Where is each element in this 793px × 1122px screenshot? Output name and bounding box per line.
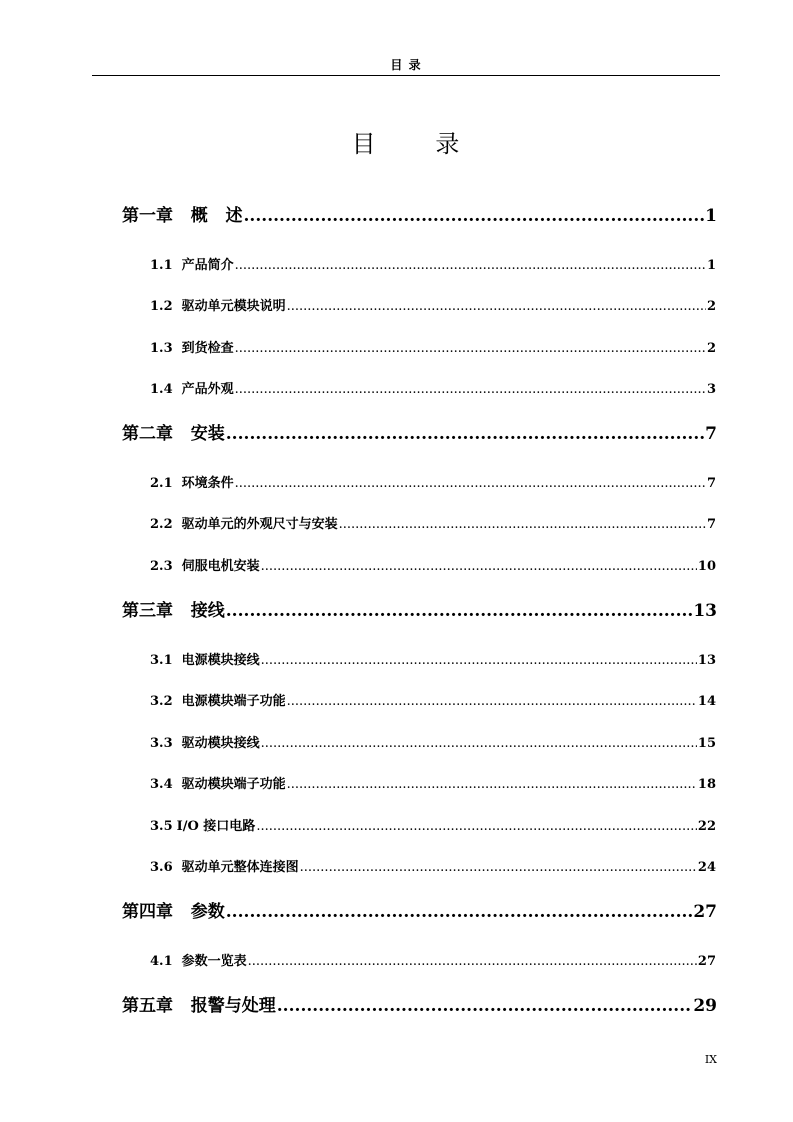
toc-section-3-1[interactable] (150, 652, 716, 670)
toc-entry-number: 1.2 (150, 299, 173, 314)
toc-chapter-2[interactable] (122, 423, 717, 445)
toc-chapter-5[interactable] (122, 995, 717, 1017)
toc-entry-page: 2 (706, 341, 716, 356)
page-number: IX (704, 1053, 717, 1066)
dot-leader (261, 735, 697, 753)
dot-leader (287, 693, 697, 711)
toc-chapter-1[interactable] (122, 205, 717, 227)
toc-entry-page: 7 (706, 476, 716, 491)
toc-entry-title: 产品外观 (181, 382, 234, 397)
toc-section-1-4[interactable] (150, 381, 716, 399)
toc-entry-title: 环境条件 (181, 476, 234, 491)
toc-entry-number: 4.1 (150, 954, 173, 969)
toc-entry-number: 1.3 (150, 341, 173, 356)
toc-entry-number: 1.4 (150, 382, 173, 397)
toc-entry-number: 第二章 (122, 424, 173, 444)
toc-entry-title: 产品简介 (181, 258, 234, 273)
toc-entry-number: 3.3 (150, 736, 173, 751)
toc-chapter-3[interactable] (122, 600, 717, 622)
dot-leader (235, 257, 706, 275)
toc-entry-page: 27 (697, 954, 716, 969)
toc-entry-number: 3.5 (150, 819, 173, 834)
toc-entry-title: 驱动模块接线 (181, 736, 260, 751)
toc-entry-page: 13 (693, 601, 717, 621)
toc-entry-page: 15 (697, 736, 716, 751)
toc-entry-title: 驱动单元模块说明 (181, 299, 286, 314)
dot-leader (244, 205, 705, 227)
toc-entry-title: I/O 接口电路 (176, 819, 256, 834)
toc-entry-title: 伺服电机安装 (181, 559, 260, 574)
toc-entry-title: 电源模块端子功能 (181, 694, 286, 709)
toc-section-1-1[interactable] (150, 257, 716, 275)
toc-entry-page: 18 (697, 777, 716, 792)
toc-entry-page: 3 (706, 382, 716, 397)
dot-leader (226, 901, 693, 923)
toc-section-3-5[interactable] (150, 818, 716, 836)
dot-leader (256, 818, 697, 836)
toc-entry-title: 概 述 (173, 206, 243, 226)
toc-entry-title: 参数 (173, 902, 225, 922)
toc-section-3-6[interactable] (150, 859, 716, 877)
toc-section-1-3[interactable] (150, 340, 716, 358)
toc-entry-page: 22 (697, 819, 716, 834)
toc-entry-title: 报警与处理 (173, 996, 276, 1016)
toc-entry-title: 安装 (173, 424, 225, 444)
toc-entry-title: 驱动模块端子功能 (181, 777, 286, 792)
dot-leader (261, 558, 697, 576)
toc-section-2-3[interactable] (150, 558, 716, 576)
toc-entry-page: 7 (706, 517, 716, 532)
toc-section-3-4[interactable] (150, 776, 716, 794)
toc-section-2-1[interactable] (150, 475, 716, 493)
toc-section-4-1[interactable] (150, 953, 716, 971)
dot-leader (287, 776, 697, 794)
dot-leader (261, 652, 697, 670)
toc-entry-number: 1.1 (150, 258, 173, 273)
toc-entry-number: 3.2 (150, 694, 173, 709)
toc-entry-number: 第四章 (122, 902, 173, 922)
toc-chapter-4[interactable] (122, 901, 717, 923)
toc-entry-number: 2.3 (150, 559, 173, 574)
toc-entry-title: 电源模块接线 (181, 653, 260, 668)
toc-entry-number: 2.1 (150, 476, 173, 491)
toc-entry-page: 29 (693, 996, 717, 1016)
dot-leader (287, 298, 706, 316)
toc-entry-number: 3.4 (150, 777, 173, 792)
toc-entry-number: 3.6 (150, 860, 173, 875)
dot-leader (235, 381, 706, 399)
toc-entry-page: 13 (697, 653, 716, 668)
toc-entry-number: 3.1 (150, 653, 173, 668)
toc-entry-title: 参数一览表 (181, 954, 247, 969)
toc-section-2-2[interactable] (150, 516, 716, 534)
toc-entry-number: 第三章 (122, 601, 173, 621)
dot-leader (226, 423, 704, 445)
dot-leader (300, 859, 697, 877)
toc-entry-page: 1 (706, 258, 716, 273)
toc-entry-number: 第一章 (122, 206, 173, 226)
toc-entry-page: 1 (705, 206, 717, 226)
toc-heading: 目 录 (351, 130, 462, 158)
dot-leader (248, 953, 697, 971)
toc-entry-title: 接线 (173, 601, 225, 621)
toc-entry-title: 驱动单元整体连接图 (181, 860, 299, 875)
toc-entry-page: 14 (697, 694, 716, 709)
toc-entry-title: 驱动单元的外观尺寸与安装 (181, 517, 338, 532)
toc-entry-page: 10 (697, 559, 716, 574)
toc-entry-page: 2 (706, 299, 716, 314)
toc-section-3-3[interactable] (150, 735, 716, 753)
toc-entry-number: 第五章 (122, 996, 173, 1016)
toc-entry-page: 7 (705, 424, 717, 444)
dot-leader (235, 475, 706, 493)
dot-leader (226, 600, 693, 622)
toc-entry-page: 24 (697, 860, 716, 875)
toc-entry-title: 到货检查 (181, 341, 234, 356)
toc-entry-number: 2.2 (150, 517, 173, 532)
dot-leader (235, 340, 706, 358)
toc-entry-page: 27 (693, 902, 717, 922)
dot-leader (277, 995, 693, 1017)
toc-section-1-2[interactable] (150, 298, 716, 316)
dot-leader (339, 516, 706, 534)
toc-section-3-2[interactable] (150, 693, 716, 711)
running-header-title: 目 录 (390, 58, 422, 72)
